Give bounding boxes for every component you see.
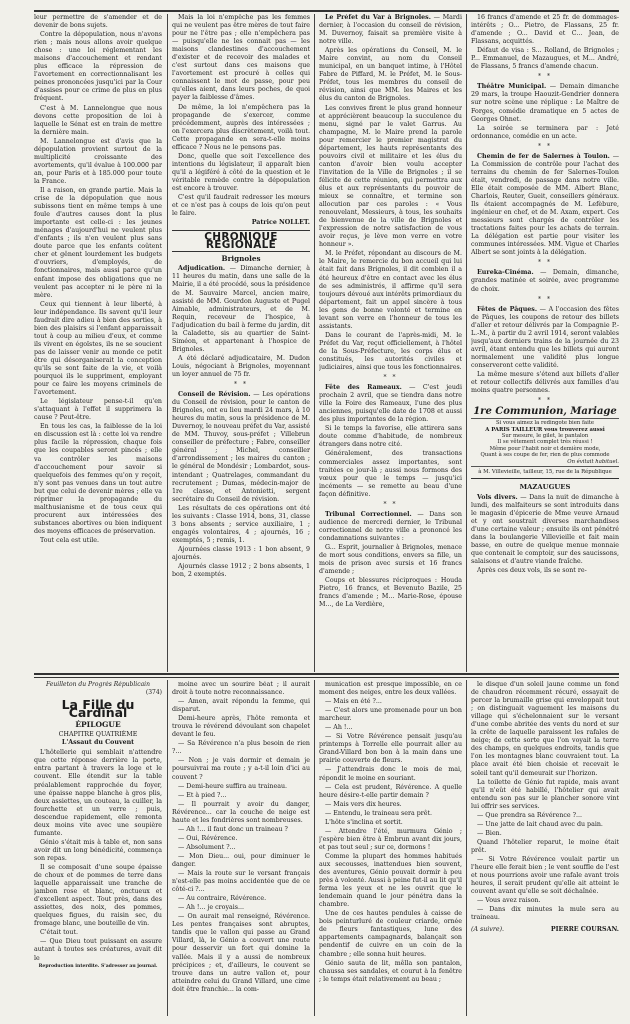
reproduction-notice: Reproduction interdite. S'adresser au journal.: [38, 963, 158, 969]
news-item-title: Tribunal Correctionnel.: [325, 510, 412, 518]
news-item-text: 16 francs d'amende et 25 fr. de dommages-intérêts ; O... Pietro, de Flassans, 25 fr. d'amende ; O... David et C... Jean, de Flassans, acquittés.: [471, 14, 619, 46]
news-item: [471, 125, 619, 141]
news-item: [319, 332, 462, 372]
paragraph: Quand l'hôtelier reparut, le moine était prêt.: [471, 838, 619, 854]
news-item: [471, 306, 619, 370]
column-rule: [314, 680, 315, 1016]
news-item-text: — Mardi dernier, à l'occasion du conseil de révision, M. Duvernoy, faisait sa première visite à notre ville.: [319, 14, 462, 46]
news-item-text: Les convives firent le plus grand honneur et apprécièrent beaucoup la succulence du menu, signé par le valet Garrus. Au champagne, M. le Maire prend la parole pour remercier le premier magistrat du département, les hauts représentants des pouvoirs civil et militaire et les élus du canton d'avoir bien voulu accepter l'invitation de la Ville de Brignoles ; il se félicite de cette réunion, qui permettra aux élus et aux représentants du pouvoir de mieux se connaître, et termine son allocution par ces paroles : « Vous renouvelant, Messieurs, à tous, les souhaits de bienvenue de la ville de Brignoles et l'expression de notre satisfaction de vous avoir reçus, je lève mon verre en votre honneur ».: [319, 104, 462, 249]
paragraph: — Demi-heure suffira au traineau.: [178, 782, 288, 790]
paragraph: Le législateur pense-t-il qu'en s'attaquant à l'effet il supprimera la cause ? Peut-être.: [34, 398, 162, 422]
paragraph: Donc, quelle que soit l'excellence des intentions du législateur, il apparaît bien qu'il a légiféré à côté de la question et le véritable remède contre la dépopulation est encore à trouver.: [172, 152, 310, 192]
advert-title: 1re Communion, Mariage: [473, 406, 617, 418]
news-item-text: — Dimanche dernier, à 11 heures du matin, dans une salle de la Mairie, il a été procédé, sous la présidence de M. Sauvaire Marcel, ancien maire, assisté de MM. Gourdon Auguste et Pugel Aimable, administrateurs, et de M. Requin, receveur de l'hospice, à l'adjudication du bail à ferme du jardin, dit la Caladette, sis au quartier de Saint-Siméon, et appartenant à l'hospice de Brignoles.: [172, 265, 310, 353]
paragraph: M. Lannelongue est d'avis que la dépopulation provient surtout de la multiplicité croissante des avortements, qu'il évalue à 100.000 par an, pour Paris et à 185.000 pour toute la France.: [34, 137, 162, 185]
advert-line: A PARIS TAILLEUR vous trouverez aussi: [485, 426, 605, 433]
paragraph: — Vous avez raison.: [477, 897, 541, 905]
feuilleton-col1: [34, 681, 162, 1017]
advert-line: Si vous aimez la redingote bien faite: [495, 420, 595, 427]
paragraph: Une de ces hautes pendules à caisse de bois peinturluré de couleur criarde, ornée de fleurs fantastiques, lune des appartements campagnards, balançait son pendentif de cuivre en un coin de la chambre ; elle sonna huit heures.: [319, 910, 462, 958]
paragraph: Génio s'était mis à table et, non sans avoir dit un long bénédicité, commença son repas.: [34, 838, 162, 862]
paragraph: — Absolument ?...: [178, 843, 236, 851]
paragraph: L'hôtellerie qui semblait n'attendre que cette réponse derrière la porte, entra partant à travers la loge et le couvent. Elle étendit sur la table préalablement rapprochée du foyer, une épaisse nappe blanche à gros plis, deux assiettes, un couteau, la cuiller, la fourchette et un verre ; puis, descendue rapidement, elle remonta deux moins vite avec une soupière fumante.: [34, 749, 162, 837]
paragraph: — Sa Révérence n'a plus besoin de rien ?...: [172, 740, 310, 756]
paragraph: C'était tout.: [40, 929, 79, 937]
news-item: [319, 105, 462, 250]
paragraph: De même, la loi n'empêchera pas la propagande de s'exercer, comme précédemment, auprès des intéressées ; on l'exercera plus discrètement, voilà tout. Cette propagande en sera-t-elle moins efficace ? Nous ne le pensons pas.: [172, 103, 310, 151]
news-item: [172, 265, 310, 354]
feuilleton-col2: [172, 681, 310, 1017]
news-item: [172, 505, 310, 545]
paragraph: — Cela est prudent, Révérence. A quelle heure désire-t-elle partir demain ?: [319, 783, 462, 799]
news-item-title: Théâtre Municipal.: [477, 83, 547, 91]
stars-ornament: * *: [383, 500, 398, 508]
column-rule: [167, 680, 168, 1016]
feuilleton-col3: [319, 681, 462, 1017]
news-item: [319, 47, 462, 103]
feuilleton-header: Feuilleton du Progrès Républicain: [46, 681, 150, 688]
paragraph: C'est à M. Lannelongue que nous devons cette proposition de loi à laquelle le Sénat est en train de mettre la dernière main.: [34, 104, 162, 136]
advert-box: [471, 418, 619, 467]
news-item: [319, 577, 462, 609]
paragraph: — Mon Dieu... oui, pour diminuer le danger.: [172, 852, 310, 868]
paragraph: Contre la dépopulation, nous n'avons rien ; mais nous allons avoir quelque chose : une loi réglementant les maisons d'accouchement et rendant plus efficace la répression de l'avortement en correctionnalisant les peines prononcées jusqu'ici par la Cour d'assises pour ce crime de plus en plus fréquent.: [34, 31, 162, 103]
news-item: [471, 153, 619, 258]
column-rule: [167, 14, 168, 672]
news-item-text: Coups et blessures réciproques : Houda Pietro, 16 francs, et Bevenuto Bazile, 25 francs d'amende ; M... Marie-Rose, épouse M..., de La Verdière,: [319, 577, 462, 609]
paragraph: Tout cela est utile.: [40, 537, 99, 544]
news-item-text: M. le Préfet, répondant au discours de M. le Maire, le remercie du bon accueil qui lui était fait dans Brignoles, il dit combien il a été heureux d'être en contact avec les élus de ses administrés, il affirme qu'il sera toujours dévoué aux intérêts primordiaux du département, fait un appel sincère à tous les gens de bonne volonté et termine en levant son verre en l'honneur de tous les assistants.: [319, 250, 462, 330]
town-heading: Brignoles: [221, 254, 261, 264]
news-item-text: — Dans son audience de mercredi dernier, le Tribunal correctionnel de notre ville a prononcé les condamnations suivantes :: [319, 510, 462, 542]
news-item-title: Adjudication.: [178, 265, 226, 273]
news-item-text: La soirée se terminera par : Jeté ordonnance, comédie en un acte.: [471, 124, 619, 140]
news-item-text: Ajournées classe 1913 : 1 bon absent, 9 ajournés.: [172, 545, 310, 561]
paragraph: — On aurait mal renseigné, Révérence. Les pentes françaises sont abruptes, tandis que le vallon qui passe au Grand Villard, là, le Génio a couvert une route pour desservir un fort qui domine la vallée. Mais il y a aussi de nombreux précipices ; et, d'ailleurs, le couvent se trouve dans un autre vallon et, pour atteindre celui du Grand Villard, une cime doit être franchie... la com-: [172, 913, 310, 993]
news-item-title: Le Préfet du Var à Brignoles.: [325, 14, 431, 21]
news-item-text: A été déclaré adjudicataire, M. Dudon Louis, négociant à Brignoles, moyennant un loyer annuel de 75 fr.: [172, 354, 310, 378]
paragraph: Génio sauta de lit, mêlla son pantalon, chaussa ses sandales, et courut à la fenêtre ; le temps était relativement au beau ;: [319, 959, 462, 983]
news-item: [319, 450, 462, 498]
paragraph: munication est presque impossible, en ce moment des neiges, entre les deux vallées.: [319, 681, 462, 697]
stars-ornament: * *: [383, 374, 398, 382]
news-item-title: Fête des Rameaux.: [325, 384, 402, 392]
news-item: [471, 371, 619, 395]
paragraph: — Non ; je vais dormir et demain je poursuivrai ma route ; y a-t-il loin d'ici au couvent ?: [172, 757, 310, 781]
news-item-text: Après ces deux vols, ils se sont re-: [477, 566, 587, 574]
paragraph: leur permettre de s'amender et de devenir de bons sujets.: [34, 14, 162, 30]
feuilleton-text: [471, 681, 619, 922]
feuilleton-col4: [471, 681, 619, 1017]
news-item-text: Généralement, des transactions commerciales assez importantes, sont traitées ce jour-là ; aussi nous formons des vœux pour que le temps — jusqu'ici incéments — se remette au beau d'une façon définitive.: [319, 450, 462, 498]
column-rule: [314, 14, 315, 672]
news-item-text: Ajournés classe 1912 ; 2 bons absents, 1 bon, 2 exemptés.: [172, 563, 310, 579]
news-item: [319, 14, 462, 46]
paragraph: — Ah !... il faut donc un traineau ?: [178, 825, 288, 833]
paragraph: — Que prendra sa Révérence ?...: [477, 811, 583, 819]
news-item: [172, 563, 310, 579]
paragraph: — Entendu, le traineau sera prêt.: [325, 809, 433, 817]
news-item: [471, 567, 619, 575]
feuilleton-rule: [34, 677, 619, 678]
news-item-title: Vols divers.: [477, 493, 518, 501]
stars-ornament: * *: [538, 397, 552, 405]
advert-line: On évitait habituel.: [567, 458, 619, 465]
news-item: [319, 511, 462, 543]
news-item-text: La même mesure s'étend aux billets d'aller et retour collectifs délivrés aux familles d'au moins quatre personnes.: [471, 370, 619, 395]
news-item: [172, 355, 310, 379]
advert-line: Sur mesure, le gilet, le pantalon: [501, 433, 589, 440]
news-item-text: Si le temps la favorise, elle attirera sans doute comme d'habitude, de nombreux étrangers dans notre cité.: [319, 425, 462, 449]
news-item-text: Après les opérations du Conseil, M. le Maire convint, au nom du Conseil municipal, en un banquet intime, à l'Hôtel Fabre de Piffard, M. le Préfet, M. le Sous-Préfet, tous les membres du conseil de révision, ainsi que MM. les Maires et les élus du canton de Brignoles.: [319, 47, 462, 103]
paragraph: — Que Dieu tout puissant en assure autant à toutes ses créatures, avait dit le: [34, 938, 162, 962]
paragraph: — Au contraire, Révérence.: [178, 895, 267, 903]
paragraph: — C'est alors une promenade pour un bon marcheur.: [319, 707, 462, 723]
stars-ornament: * *: [538, 295, 552, 303]
paragraph: — Si Votre Révérence pensait jusqu'au printemps à Torrelle elle pourrait aller au Grand-Villard bon bon à la main dans une prairie couverte de fleurs.: [319, 733, 462, 765]
feuilleton-chapter-sub: L'Assaut du Couvent: [61, 739, 135, 747]
news-item: [319, 425, 462, 449]
news-item-text: — A l'occasion des fêtes de Pâques, les coupons de retour des billets d'aller et retour délivrés par la Compagnie P.-L.-M., à partir du 2 avril 1914, seront valables jusqu'aux derniers trains de la journée du 23 avril, étant entendu que les billets qui auront normalement une validité plus longue conserveront cette validité.: [471, 305, 619, 369]
news-item-title: Conseil de Révision.: [178, 391, 251, 399]
news-item-text: — Demain, dimanche, grandes matinée et soirée, avec programme de choix.: [471, 269, 619, 293]
paragraph: Demi-heure après, l'hôte remonta et trouva le révérend dévoulant son chapelet devant le feu.: [172, 715, 310, 739]
news-item-text: — Les opérations du Conseil de révision, pour le canton de Brignoles, ont eu lieu mardi 24 mars, à 10 heures du matin, sous la présidence de M. Duvernoy, le nouveau préfet du Var, assisté de MM. Thuvoy, sous-préfet ; Villebrun conseiller de préfecture ; Fabre, conseiller général ; Michel, conseiller d'arrondissement ; les maires du canton ; le général de Mondésir ; Lombardot, sous-intendant ; Quatrelages, commandant du recrutement ; Dumas, médecin-major de 1re classe, et Antonietti, sergent secrétaire du Conseil de révision.: [172, 391, 310, 503]
feuilleton-title: La Fille du Cardinal: [61, 697, 135, 721]
paragraph: — Attendre l'été, murmura Génio ; j'espère bien être à Embrun avant dix jours, et pas tout seul ; sur ce, dormons !: [319, 827, 462, 851]
news-item: [319, 384, 462, 424]
news-item-title: Chemin de fer de Salernes à Toulon.: [477, 152, 610, 160]
news-item: [471, 269, 619, 293]
news-item: [471, 494, 619, 566]
paragraph: Ceux qui tiennent à leur liberté, à leur indépendance. Ils savent qu'il leur faudrait dire adieu à bien des sorties, à bien des plaisirs si l'enfant apparaissait tout à coup au milieu d'eux, et comme ils vivent en égoïstes, ils ne se soucient pas de laisser venir au monde ce petit être qui désorganiserait la conception qu'ils se sont faite de la vie, et voilà pourquoi ils le suppriment, employant pour ce faire les moyens criminels de l'avortement.: [34, 300, 162, 397]
author-signature: Patrice NOLLET.: [251, 219, 310, 227]
advert-line: Il se vêtement complet très réussi !: [497, 439, 593, 446]
paragraph: moine avec un sourire béat ; il aurait droit à toute notre reconnaissance.: [172, 681, 310, 697]
paragraph: — Mais en été ?...: [325, 698, 382, 706]
section-heading: CHRONIQUE RÉGIONALE: [172, 230, 310, 252]
paragraph: Mais la loi n'empêche pas les femmes qui ne veulent pas être mères de tout faire pour ne l'être pas ; elle n'empêchera pas — puisqu'elle ne les connait pas — les maisons clandestines d'accouchement d'exister et de recevoir des malades et c'est surtout dans ces maisons que l'avortement est procuré à celles qui connaissent le mot de passe, pour peu qu'elles aient, dans leurs poches, de quoi payer la faiblesse d'âmes.: [172, 14, 310, 102]
news-item-text: G... Esprit, journalier à Brignoles, menace de mort sous conditions, envers sa fille, un mois de prison avec sursis et 16 francs d'amende ;: [319, 544, 462, 576]
news-item: [471, 47, 619, 71]
news-item-title: Fêtes de Pâques.: [477, 305, 538, 313]
stars-ornament: * *: [538, 73, 552, 81]
news-items: [471, 494, 619, 575]
paragraph: — Dans dix minutes la mule sera au traineau.: [471, 906, 619, 922]
news-item-text: Les résultats de ces opérations ont été les suivants : Classe 1914, bons, 31, classe 3 bons absents ; service auxiliaire, 1 ; engagés volontaires, 4 ; ajournés, 16 ; exemptés, 5 ; remis, 1.: [172, 504, 310, 544]
paragraph: — Ah !...: [325, 724, 353, 732]
paragraph: — Bien.: [477, 829, 502, 837]
article-depopulation-col1: [34, 14, 162, 672]
feuilleton-text: [172, 681, 310, 994]
paragraph: — Ah !... je croyais...: [178, 904, 245, 912]
town-heading: MAZAUGUES: [519, 483, 571, 492]
news-item-text: — La Commission de contrôle pour l'achat des terrains du chemin de fer Salernes-Toulon était, vendredi, de passage dans notre ville. Elle était composée de MM. Albert Blanc, Charlois, Reuter, Gueit, conseillers généraux. Ils étaient accompagnés de M. Lefèbure, ingénieur en chef, et de M. Axam, expert. Ces messieurs sont chargés de contrôler les tractations faites pour les achats de terrain. La délégation est partie pour visiter les communes intéressées. MM. Vigue et Charles Albert se sont joints à la délégation.: [471, 152, 619, 257]
advert-line: Même pour l'habit noir et demière mode,: [489, 445, 601, 452]
news-item: [172, 391, 310, 504]
news-item: [471, 83, 619, 123]
paragraph: — Si Votre Révérence voulait partir un l'heure elle ferait bien ; le vent souffle de l'est et nous pourrions avoir une rafale avant trois heures, il serait prudent qu'elle ait atteint le couvent avant qu'elle se soit déchaînée.: [471, 855, 619, 896]
paragraph: Il a raison, en grande partie. Mais la crise de la dépopulation que nous subissons tient en même temps à une foule d'autres causes dont la plus importante est celle-ci : les jeunes ménages d'aujourd'hui ne veulent plus d'enfants ; ils n'en veulent plus sans doute parce que les enfants coûtent cher et gênent lourdement les budgets d'ouvriers, d'employés, de fonctionnaires, mais aussi parce qu'un enfant impose des obligations que ne veulent pas accepter ni le père ni la mère.: [34, 186, 162, 299]
news-item: [471, 14, 619, 46]
paragraph: Il se composait d'une soupe épaisse de choux et de pommes de terre dans laquelle apparaissait une tranche de jambon rose et blanc, onctueux et d'excellent aspect. Tout près, dans des assiettes, des noix, des pommes, quelques figues, du raisin sec, du fromage blanc, une bouteille de vin.: [34, 863, 162, 928]
feuilleton-author: PIERRE COURSAN.: [550, 926, 619, 934]
paragraph: — Mais la route sur le versant français n'est-elle pas moins accidentée que de ce côté-ci ?...: [172, 870, 310, 894]
advert-line: Quant à ses coupe de fer, rien de plus commode: [480, 452, 610, 459]
paragraph: L'hôte s'inclina et sortit.: [325, 818, 403, 826]
paragraph: — Mais vers dix heures.: [325, 800, 402, 808]
paragraph: C'est qu'il faudrait redresser les mœurs et ce n'est pas à coups de lois qu'on peut le faire.: [172, 194, 310, 218]
article-depopulation-col2: [172, 14, 310, 672]
paragraph: — Oui, Révérence.: [178, 834, 238, 842]
news-column-3: [319, 14, 462, 672]
paragraph: Comme la plupart des hommes habitués aux secousses, inattendues bien souvent, des aventures, Génio pouvait dormir à peu près à volonté. Aussi à peine fut-il au lit qu'il ferma les yeux et ne les ouvrit que le lendemain quand le jour pénétra dans la chambre.: [319, 852, 462, 909]
news-column-4: [471, 14, 619, 672]
stars-ornament: * *: [538, 142, 552, 150]
news-item-title: Eureka-Cinéma.: [477, 269, 534, 277]
stars-ornament: * *: [234, 381, 248, 389]
feuilleton-number: (374): [145, 689, 162, 697]
stars-ornament: * *: [538, 259, 552, 267]
paragraph: — Et à pied ?...: [178, 791, 227, 799]
paragraph: — J'attendrais donc le mois de mai, répondit le moine en souriant.: [319, 766, 462, 782]
news-item-text: — Demain dimanche 29 mars, la troupe Haouzit-Gendrier donnera sur notre scène une réplique : Le Maître de Forges, comédie dramatique en 5 actes de Georges Ohnet.: [471, 83, 619, 123]
news-item-text: Défaut de visa : S... Rolland, de Brignoles ; P... Emmanuel, de Mazaugues, et M... André, de Flassans, 5 francs d'amende chacun.: [471, 47, 619, 71]
paragraph: — Une jatte de lait chaud avec du pain.: [477, 820, 603, 828]
news-items: [471, 14, 619, 395]
to-be-continued: (A suivre).: [471, 926, 505, 934]
feuilleton-rule: [34, 673, 619, 675]
paragraph: le disque d'un soleil jaune comme un fond de chaudron récemment récuré, essayait de percer la brumaille grise qui enveloppait tout ; on distinguait vaguement les maisons du village qui s'échelonnaient sur le versant d'une combe abritée des vents du nord et sur la crête de laquelle paraissent les rafales de neige; de cette sorte que l'on voyait la terre des champs, en quelques endroits, tandis que l'on les montagnes blanc couvraient tout. La place avait été bien choisie et recevait le soleil tant qu'il demeurait sur l'horizon.: [471, 681, 619, 777]
news-item-text: — C'est jeudi prochain 2 avril, que se tiendra dans notre ville la Foire des Rameaux, l'une des plus anciennes, puisqu'elle date de 1708 et aussi des plus importantes de la région.: [319, 384, 462, 424]
news-item-text: — Dans la nuit de dimanche à lundi, des malfaiteurs se sont introduits dans le magasin d'épicerie de Mme veuve Arnaud et y ont soustrait diverses marchandises d'une certaine valeur ; ensuite ils ont pénétré dans la boulangerie Villevieille et fait main basse, en outre de quelque menue monnaie que contenait le comptoir, sur des saucissons, salaisons et d'autre viande fraîche.: [471, 493, 619, 565]
news-item: [319, 544, 462, 576]
top-rule: [34, 10, 619, 12]
paragraph: La toilette de Génio fut rapide, mais avant qu'il n'eût été habillé, l'hôtelier qui avait entendu son pas sur le plancher sonore vint lui offrir ses services.: [471, 778, 619, 810]
news-item: [172, 546, 310, 562]
paragraph: En tous les cas, la faiblesse de la loi en discussion est là : cette loi va rendre plus facile la répression, chaque fois que les coupables seront pincés ; elle va contrôler les maisons d'accouchement pour savoir si quelquefois des femmes qu'on y reçoit, n'y sont pas venues dans un tout autre but que celui de devenir mères ; elle va réprimer la propagande du malthusianisme et de tous ceux qui procurent aux intéressées des substances abortives ou bien indiquent des moyens efficaces de préservation.: [34, 423, 162, 535]
news-items: [319, 14, 462, 609]
column-rule: [466, 680, 467, 1016]
feuilleton-footer: [471, 926, 619, 934]
divider: [471, 478, 619, 479]
news-item-text: Dans le courant de l'après-midi, M. le Préfet du Var, reçut officiellement, à l'hôtel de la Sous-Préfecture, les corps élus et constitués, les autorités civiles et judiciaires, ainsi que tous les fonctionnaires.: [319, 331, 462, 372]
news-item: [319, 250, 462, 330]
paragraph: — Amen, avait répondu la femme, qui disparut.: [172, 698, 310, 714]
feuilleton-text: [319, 681, 462, 984]
feuilleton-part: ÉPILOGUE: [75, 720, 121, 730]
advert-address: à M. Villevieille, tailleur, 15, rue de la République: [478, 469, 612, 476]
feuilleton-chapter: CHAPITRE QUATRIÈME: [58, 731, 138, 739]
paragraph: — Il pourrait y avoir du danger, Révérence... car la couche de neige est haute et les fondrières sont nombreuses.: [172, 800, 310, 824]
column-rule: [466, 14, 467, 672]
news-items: [172, 265, 310, 579]
